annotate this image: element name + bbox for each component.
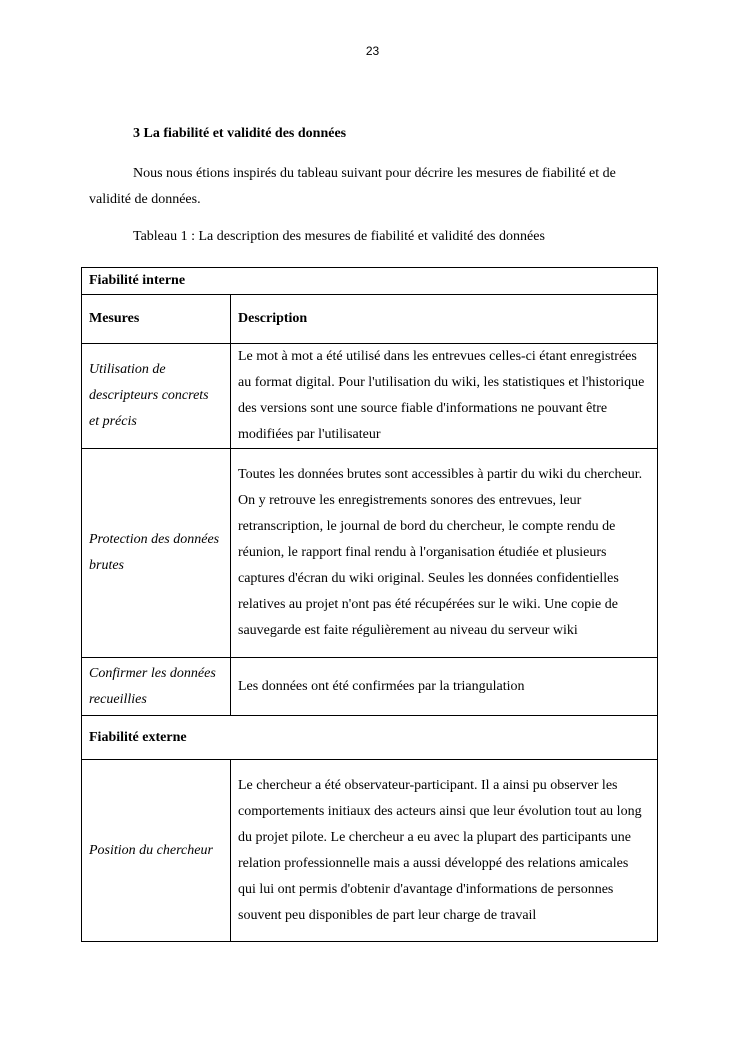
intro-paragraph: Nous nous étions inspirés du tableau suivant pour décrire les mesures de fiabilité et de validité de données. [89, 166, 616, 207]
header-measures: Mesures [82, 295, 231, 344]
table-row [82, 449, 658, 658]
header-description: Description [231, 295, 658, 344]
description-cell: Toutes les données brutes sont accessibles à partir du wiki du chercheur. On y retrouve les enregistrements sonores des entrevues, leur retranscription, le journal de bord du chercheur, le compte rendu de réunion, le rapport final rendu à l'organisation étudiée et plusieurs captures d'écran du wiki original. Seules les données confidentielles relatives au projet n'ont pas été récupérées sur le wiki. Une copie de sauvegarde est faite régulièrement au niveau du serveur wiki [231, 449, 658, 658]
description-cell: Les données ont été confirmées par la triangulation [231, 658, 658, 716]
measure-cell: Confirmer les données recueillies [82, 658, 231, 716]
section-title-internal: Fiabilité interne [82, 268, 658, 295]
reliability-table [81, 267, 658, 942]
table-row [82, 344, 658, 449]
measure-cell: Position du chercheur [82, 760, 231, 942]
section-title-external: Fiabilité externe [82, 716, 658, 760]
description-cell: Le mot à mot a été utilisé dans les entrevues celles-ci étant enregistrées au format digital. Pour l'utilisation du wiki, les statistiques et l'historique des versions sont une source fiable d'informations ne pouvant être modifiées par l'utilisateur [231, 344, 658, 449]
measure-cell: Protection des données brutes [82, 449, 231, 658]
table-caption: Tableau 1 : La description des mesures de fiabilité et validité des données [133, 229, 545, 244]
table-row [82, 658, 658, 716]
measure-cell: Utilisation de descripteurs concrets et précis [82, 344, 231, 449]
section-row-external [82, 716, 658, 760]
section-row-internal [82, 268, 658, 295]
section-heading: 3 La fiabilité et validité des données [133, 126, 347, 141]
table-header-row [82, 295, 658, 344]
table-row [82, 760, 658, 942]
page-number: 23 [365, 44, 380, 58]
description-cell: Le chercheur a été observateur-participant. Il a ainsi pu observer les comportements initiaux des acteurs ainsi que leur évolution tout au long du projet pilote. Le chercheur a eu avec la plupart des participants une relation professionnelle mais a aussi développé des relations amicales qui lui ont permis d'obtenir d'avantage d'informations de personnes souvent peu disponibles de part leur charge de travail [231, 760, 658, 942]
